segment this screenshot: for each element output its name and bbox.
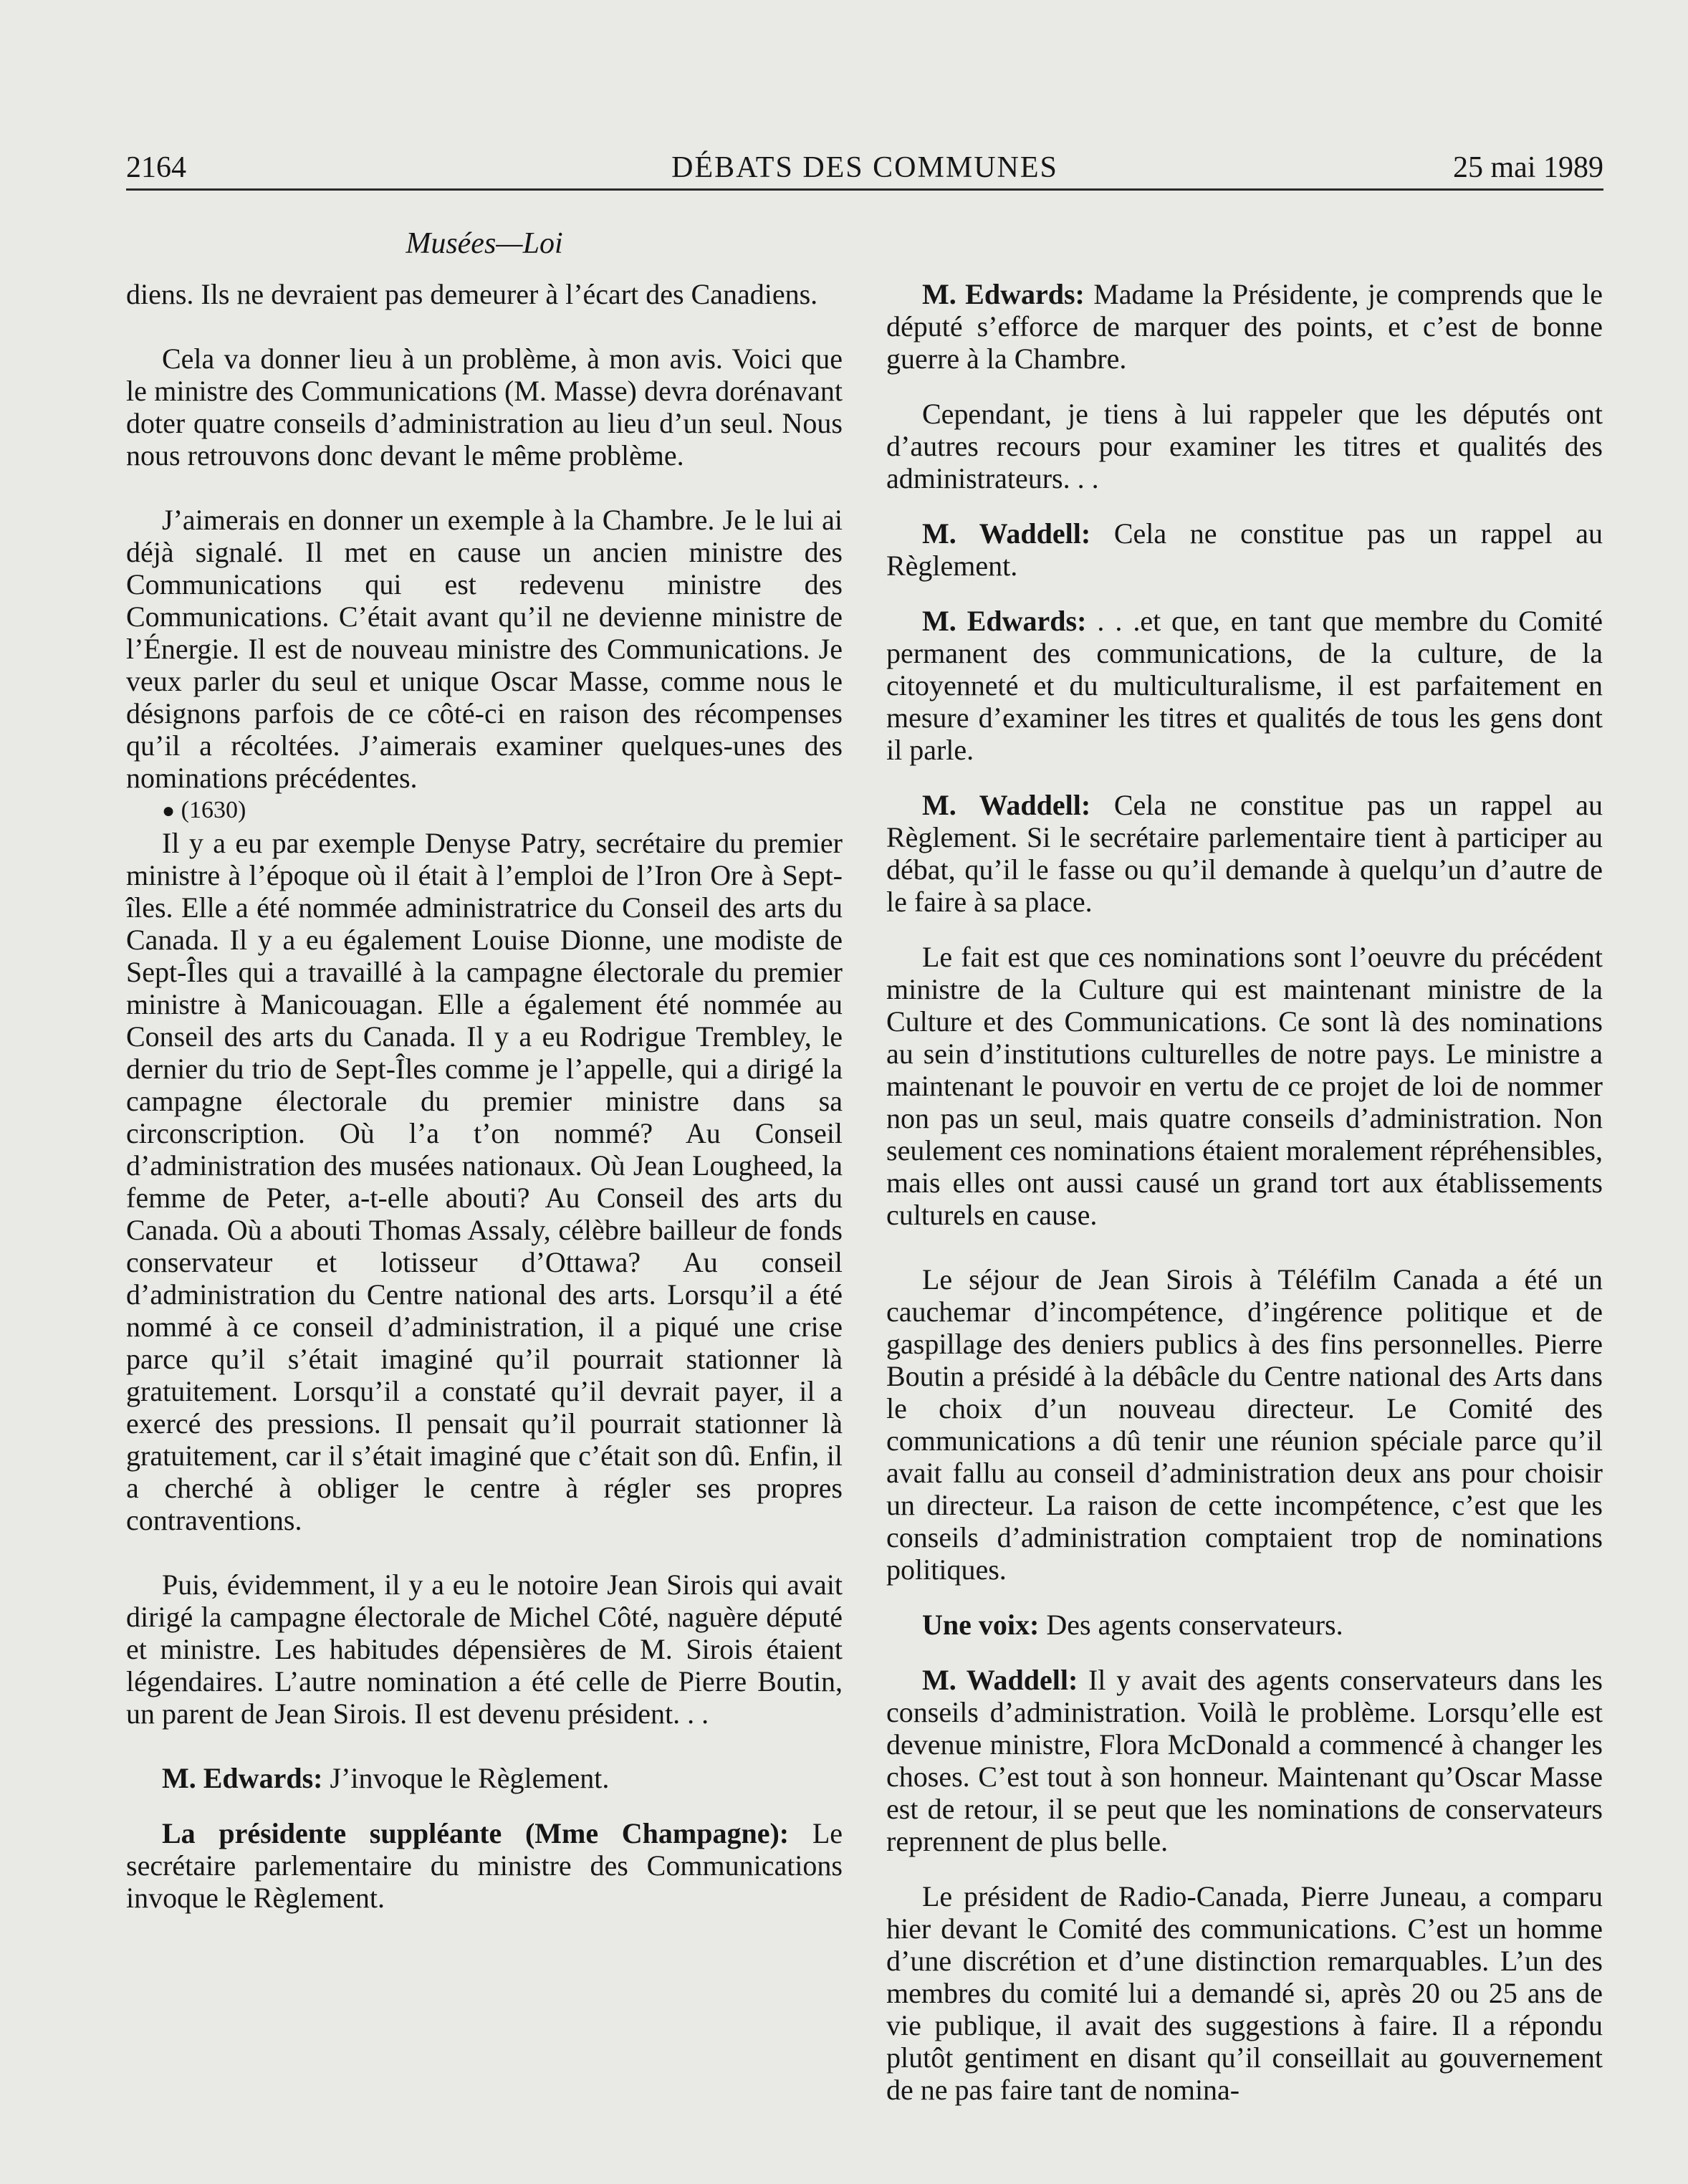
speech xyxy=(126,1817,843,1914)
speech-text: . . .et que, en tant que membre du Comité permanent des communications, de la culture, de la citoyenneté et du multiculturalisme, il est parfaitement en mesure d’examiner les titres et qualités de tous les gens dont il parle. xyxy=(886,605,1603,766)
speaker-name: Une voix: xyxy=(922,1609,1040,1641)
page-number: 2164 xyxy=(126,151,186,184)
speaker-name: M. Edwards: xyxy=(922,605,1087,637)
speech-text: Le secrétaire parlementaire du ministre des Communications invoque le Règlement. xyxy=(126,1817,843,1914)
speech-text: J’invoque le Règlement. xyxy=(322,1762,610,1794)
speaker-name: M. Waddell: xyxy=(922,789,1091,821)
time-marker-text: (1630) xyxy=(181,797,246,823)
left-column xyxy=(126,278,843,1914)
speaker-name: M. Edwards: xyxy=(162,1762,323,1794)
speech xyxy=(886,278,1603,375)
speech xyxy=(886,517,1603,582)
sitting-date: 25 mai 1989 xyxy=(1453,151,1603,184)
paragraph: Le fait est que ces nominations sont l’oeuvre du précédent ministre de la Culture qui est maintenant ministre de la Culture et des Communications. Ce sont là des nominations au sein d’institutions culturelles de notre pays. Le ministre a maintenant le pouvoir en vertu de ce projet de loi de nommer non pas un seul, mais quatre conseils d’administration. Non seulement ces nominations étaient moralement répréhensibles, mais elles ont aussi causé un grand tort aux établissements culturels en cause. xyxy=(886,941,1603,1231)
page-header xyxy=(126,146,1603,189)
paragraph: Cela va donner lieu à un problème, à mon avis. Voici que le ministre des Communications (M. Masse) devra dorénavant doter quatre conseils d’administration au lieu d’un seul. Nous nous retrouvons donc devant le même problème. xyxy=(126,343,843,471)
speaker-name: M. Waddell: xyxy=(922,517,1091,550)
header-rule xyxy=(126,188,1603,191)
speech xyxy=(126,1762,843,1794)
speech xyxy=(886,789,1603,918)
speech-text: Des agents conservateurs. xyxy=(1039,1609,1343,1641)
speech-text: Madame la Présidente, je comprends que le député s’efforce de marquer des points, et c’est de bonne guerre à la Chambre. xyxy=(886,278,1603,375)
speaker-name: La présidente suppléante (Mme Champagne): xyxy=(162,1817,790,1849)
paragraph: Il y a eu par exemple Denyse Patry, secrétaire du premier ministre à l’époque où il était à l’emploi de l’Iron Ore à Sept-îles. Elle a été nommée administratrice du Conseil des arts du Canada. Il y a eu également Louise Dionne, une modiste de Sept-Îles qui a travaillé à la campagne électorale du premier ministre à Manicouagan. Elle a également été nommée au Conseil des arts du Canada. Il y a eu Rodrigue Trembley, le dernier du trio de Sept-Îles comme je l’appelle, qui a dirigé la campagne électorale du premier ministre dans sa circonscription. Où l’a t’on nommé? Au Conseil d’administration des musées nationaux. Où Jean Lougheed, la femme de Peter, a-t-elle abouti? Au Conseil des arts du Canada. Où a abouti Thomas Assaly, célèbre bailleur de fonds conservateur et lotisseur d’Ottawa? Au conseil d’administration du Centre national des arts. Lorsqu’il a été nommé à ce conseil d’administration, il a piqué une crise parce qu’il s’était imaginé qu’il pourrait stationner là gratuitement. Lorsqu’il a constaté qu’il devrait payer, il a exercé des pressions. Il pensait qu’il pourrait stationner là gratuitement, car il s’était imaginé que c’était son dû. Enfin, il a cherché à obliger le centre à régler ses propres contraventions. xyxy=(126,827,843,1536)
speech xyxy=(886,1609,1603,1641)
speaker-name: M. Waddell: xyxy=(922,1664,1078,1696)
paragraph: Cependant, je tiens à lui rappeler que les députés ont d’autres recours pour examiner les titres et qualités des administrateurs. . . xyxy=(886,398,1603,494)
speaker-name: M. Edwards: xyxy=(922,278,1085,310)
paragraph: Le séjour de Jean Sirois à Téléfilm Canada a été un cauchemar d’incompétence, d’ingérence politique et de gaspillage des deniers publics à des fins personnelles. Pierre Boutin a présidé à la débâcle du Centre national des Arts dans le choix d’un nouveau directeur. Le Comité des communications a dû tenir une réunion spéciale parce qu’il avait fallu au conseil d’administration deux ans pour choisir un directeur. La raison de cette incompétence, c’est que les conseils d’administration comptaient trop de nominations politiques. xyxy=(886,1263,1603,1586)
paragraph: diens. Ils ne devraient pas demeurer à l’écart des Canadiens. xyxy=(126,278,818,310)
speech-text: Cela ne constitue pas un rappel au Règlement. xyxy=(886,517,1603,582)
speech xyxy=(886,1664,1603,1857)
right-column xyxy=(886,278,1603,2106)
speech-text: Cela ne constitue pas un rappel au Règlement. Si le secrétaire parlementaire tient à participer au débat, qu’il le fasse ou qu’il demande à quelqu’un d’autre de le faire à sa place. xyxy=(886,789,1603,918)
paragraph: Le président de Radio-Canada, Pierre Juneau, a comparu hier devant le Comité des communications. C’est un homme d’une discrétion et d’une distinction remarquables. L’un des membres du comité lui a demandé si, après 20 ou 25 ans de vie publique, il avait des suggestions à faire. Il a répondu plutôt gentiment en disant qu’il conseillait au gouvernement de ne pas faire tant de nomina- xyxy=(886,1880,1603,2106)
paragraph: J’aimerais en donner un exemple à la Chambre. Je le lui ai déjà signalé. Il met en cause un ancien ministre des Communications qui est redevenu ministre des Communications. C’était avant qu’il ne devienne ministre de l’Énergie. Il est de nouveau ministre des Communications. Je veux parler du seul et unique Oscar Masse, comme nous le désignons parfois de ce côté-ci en raison des récompenses qu’il a récoltées. J’aimerais examiner quelques-unes des nominations précédentes. xyxy=(126,504,843,794)
publication-title: DÉBATS DES COMMUNES xyxy=(671,151,1058,184)
section-title: Musées—Loi xyxy=(406,227,563,260)
bullet-icon: ● xyxy=(162,799,176,823)
speech xyxy=(886,605,1603,766)
speech-text: Il y avait des agents conservateurs dans les conseils d’administration. Voilà le problème. Lorsqu’elle est devenue ministre, Flora McDonald a commencé à changer les choses. C’est tout à son honneur. Maintenant qu’Oscar Masse est de retour, il se peut que les nominations de conservateurs reprennent de plus belle. xyxy=(886,1664,1603,1857)
paragraph: Puis, évidemment, il y a eu le notoire Jean Sirois qui avait dirigé la campagne électorale de Michel Côté, naguère député et ministre. Les habitudes dépensières de M. Sirois étaient légendaires. L’autre nomination a été celle de Pierre Boutin, un parent de Jean Sirois. Il est devenu président. . . xyxy=(126,1568,843,1730)
time-marker xyxy=(126,794,843,827)
